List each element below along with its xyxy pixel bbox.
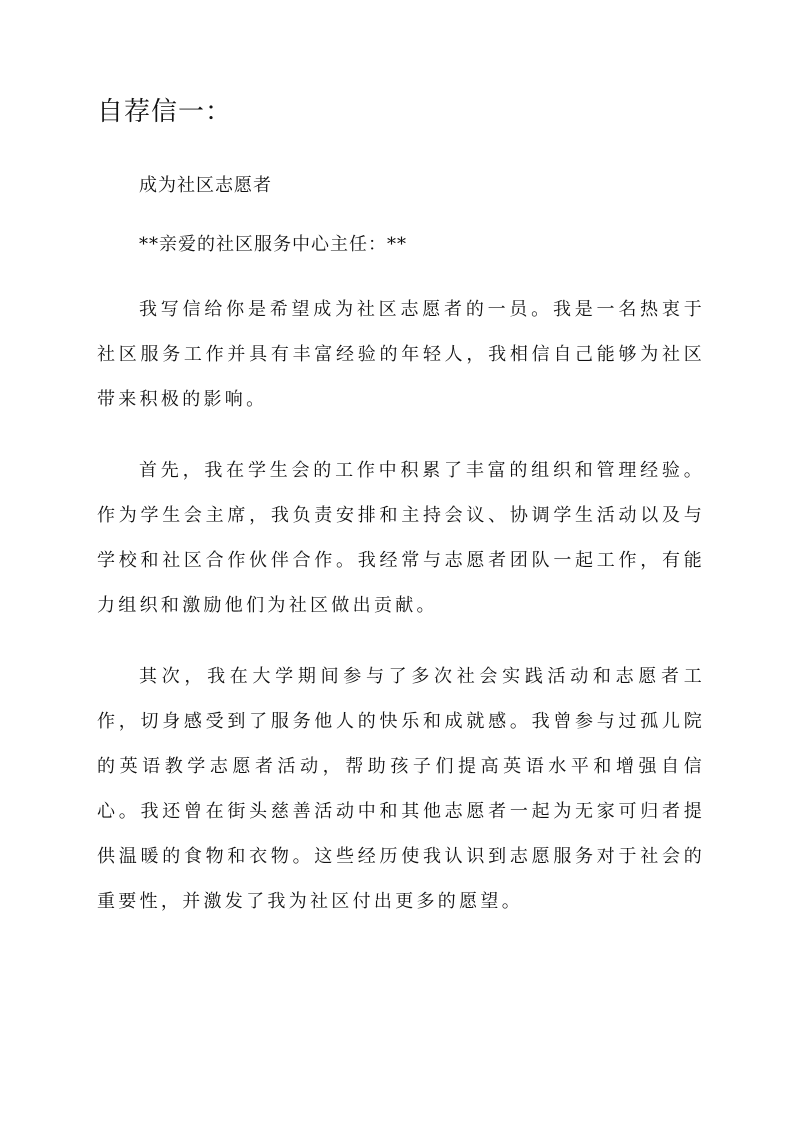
body-paragraph-3: 其次，我在大学期间参与了多次社会实践活动和志愿者工作，切身感受到了服务他人的快乐和成就感。我曾参与过孤儿院的英语教学志愿者活动，帮助孩子们提高英语水平和增强自信心。我还曾在街头慈善活动中和其他志愿者一起为无家可归者提供温暖的食物和衣物。这些经历使我认识到志愿服务对于社会的重要性，并激发了我为社区付出更多的愿望。: [97, 666, 705, 912]
letter-salutation: **亲爱的社区服务中心主任：**: [139, 234, 407, 255]
letter-subtitle: 成为社区志愿者: [139, 175, 272, 196]
body-paragraph-1: 我写信给你是希望成为社区志愿者的一员。我是一名热衷于社区服务工作并具有丰富经验的年轻人，我相信自己能够为社区带来积极的影响。: [97, 299, 705, 410]
page-title: 自荐信一：: [97, 97, 233, 127]
body-paragraph-2: 首先，我在学生会的工作中积累了丰富的组织和管理经验。作为学生会主席，我负责安排和主持会议、协调学生活动以及与学校和社区合作伙伴合作。我经常与志愿者团队一起工作，有能力组织和激励他们为社区做出贡献。: [97, 460, 705, 616]
